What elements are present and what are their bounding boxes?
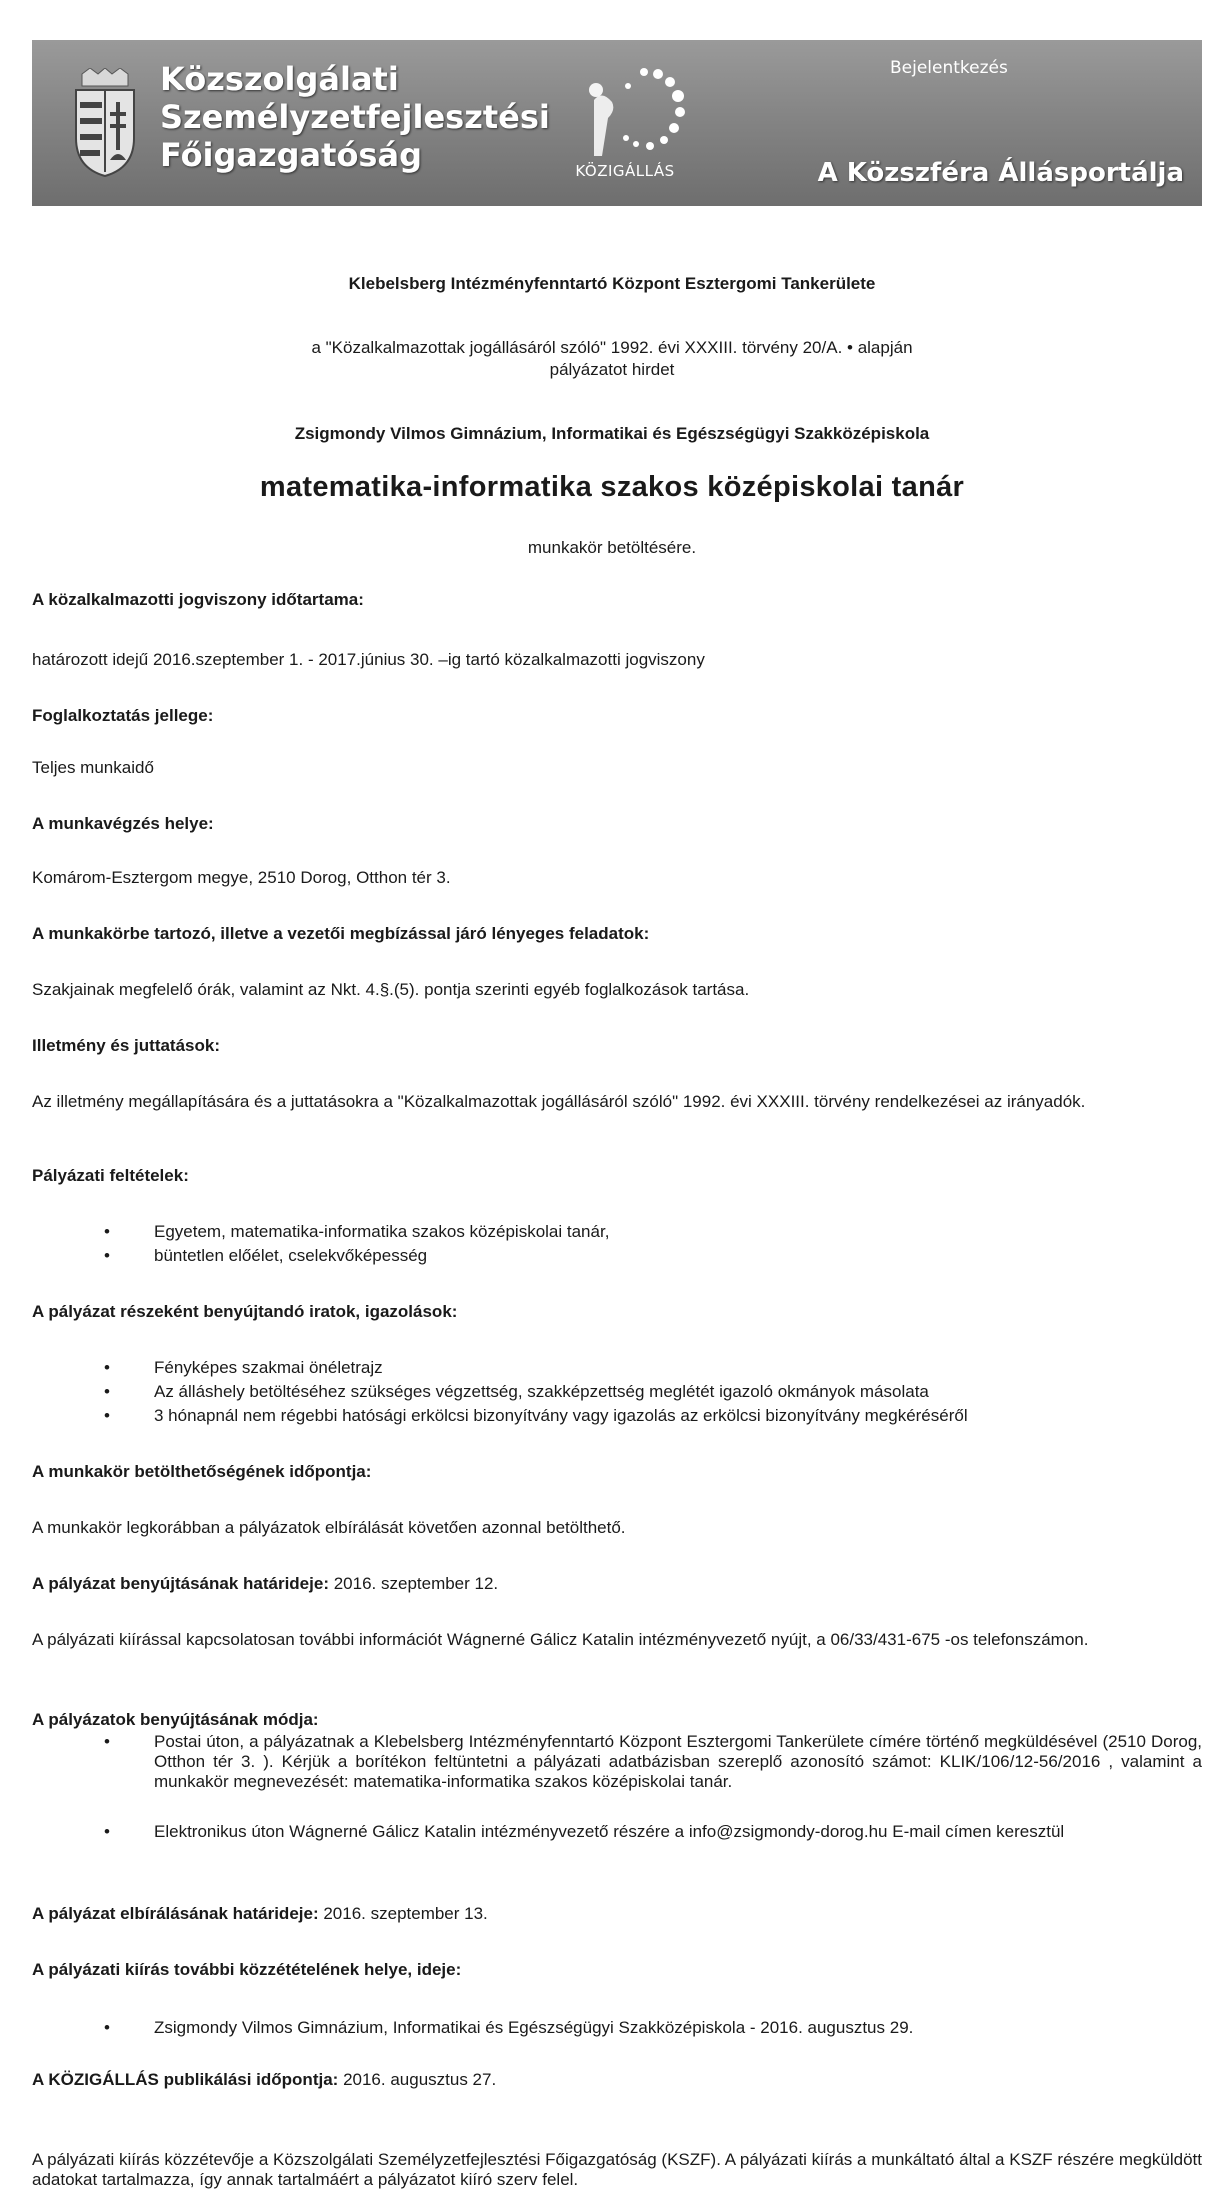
condition-item: büntetlen előélet, cselekvőképesség — [154, 1246, 428, 1265]
document-item: Fényképes szakmai önéletrajz — [154, 1358, 383, 1377]
document-item: 3 hónapnál nem régebbi hatósági erkölcsi bizonyítvány vagy igazolás az erkölcsi bizonyítvány megkéréséről — [154, 1406, 968, 1425]
conditions-heading: Pályázati feltételek: — [32, 1166, 189, 1185]
hungarian-coat-of-arms-icon — [70, 68, 140, 178]
publication-item: Zsigmondy Vilmos Gimnázium, Informatikai és Egészségügyi Szakközépiskola - 2016. augusztus 29. — [154, 2018, 914, 2037]
footer-note: A pályázati kiírás közzétevője a Közszolgálati Személyzetfejlesztési Főigazgatóság (KSZF). A pályázati kiírás a munkáltató által a KSZF részére megküldött adatokat tartalmazza, így annak tartalmáért a pályázatot kiíró szerv felel. — [32, 2150, 1202, 2189]
kozigallas-value: 2016. augusztus 27. — [343, 2070, 497, 2089]
evaluation-line — [32, 1904, 488, 1924]
login-link[interactable]: Bejelentkezés — [890, 58, 1008, 78]
place-heading: A munkavégzés helye: — [32, 814, 214, 833]
duration-value: határozott idejű 2016.szeptember 1. - 2017.június 30. –ig tartó közalkalmazotti jogviszony — [32, 650, 705, 669]
kozigallas-line — [32, 2070, 496, 2090]
bullet-icon: • — [104, 2018, 110, 2037]
publication-heading: A pályázati kiírás további közzétételének helye, ideje: — [32, 1960, 462, 1979]
evaluation-value: 2016. szeptember 13. — [323, 1904, 488, 1923]
deadline-line — [32, 1574, 498, 1594]
submission-method: Elektronikus úton Wágnerné Gálicz Katalin intézményvezető részére a info@zsigmondy-dorog.hu E-mail címen keresztül — [154, 1822, 1065, 1841]
deadline-heading: A pályázat benyújtásának határideje: — [32, 1574, 329, 1593]
bullet-icon: • — [104, 1406, 110, 1425]
position-title: matematika-informatika szakos középiskolai tanár — [259, 471, 965, 503]
bullet-icon: • — [104, 1358, 110, 1377]
tasks-heading: A munkakörbe tartozó, illetve a vezetői megbízással járó lényeges feladatok: — [32, 924, 650, 943]
duration-heading: A közalkalmazotti jogviszony időtartama: — [32, 590, 364, 609]
submission-heading: A pályázatok benyújtásának módja: — [32, 1710, 319, 1729]
documents-heading: A pályázat részeként benyújtandó iratok, igazolások: — [32, 1302, 458, 1321]
kozigallas-heading: A KÖZIGÁLLÁS publikálási időpontja: — [32, 2070, 339, 2089]
deadline-value: 2016. szeptember 12. — [333, 1574, 499, 1593]
bullet-icon: • — [104, 1382, 110, 1401]
position-suffix: munkakör betöltésére. — [527, 538, 697, 557]
org-name-line-3: Főigazgatóság — [160, 136, 422, 174]
school-name: Zsigmondy Vilmos Gimnázium, Informatikai és Egészségügyi Szakközépiskola — [294, 424, 930, 443]
evaluation-heading: A pályázat elbírálásának határideje: — [32, 1904, 319, 1923]
header-banner — [32, 40, 1202, 206]
info-text: A pályázati kiírással kapcsolatosan további információt Wágnerné Gálicz Katalin intézményvezető nyújt, a 06/33/431-675 -os telefonszámon. — [32, 1630, 1089, 1649]
bullet-icon: • — [104, 1246, 110, 1265]
employment-value: Teljes munkaidő — [32, 758, 154, 777]
org-name-line-2: Személyzetfejlesztési — [160, 98, 550, 136]
organization-name — [160, 60, 550, 174]
submission-method: Postai úton, a pályázatnak a Klebelsberg Intézményfenntartó Központ Esztergomi Tankerülete címére történő megküldésével (2510 Dorog, Otthon tér 3. ). Kérjük a borítékon feltüntetni a pályázati adatbázisban szereplő azonosító számot: KLIK/106/12-56/2016 , valamint a munkakör megnevezését: matematika-informatika szakos középiskolai tanár. — [154, 1732, 1202, 1791]
bullet-icon: • — [104, 1222, 110, 1241]
document-item: Az álláshely betöltéséhez szükséges végzettség, szakképzettség meglétét igazoló okmányok másolata — [154, 1382, 929, 1401]
portal-title: A Közszféra Állásportálja — [817, 158, 1184, 188]
salary-value: Az illetmény megállapítására és a juttatásokra a "Közalkalmazottak jogállásáról szóló" 1992. évi XXXIII. törvény rendelkezései az irányadók. — [32, 1092, 1086, 1111]
bullet-icon: • — [104, 1822, 110, 1841]
employer-name: Klebelsberg Intézményfenntartó Központ Esztergomi Tankerülete — [348, 274, 876, 293]
salary-heading: Illetmény és juttatások: — [32, 1036, 221, 1055]
legal-basis: a "Közalkalmazottak jogállásáról szóló" 1992. évi XXXIII. törvény 20/A. • alapján — [311, 338, 913, 357]
tasks-value: Szakjainak megfelelő órák, valamint az Nkt. 4.§.(5). pontja szerinti egyéb foglalkozások tartása. — [32, 980, 750, 999]
place-value: Komárom-Esztergom megye, 2510 Dorog, Otthon tér 3. — [32, 868, 451, 887]
logo-text: KÖZIGÁLLÁS — [575, 162, 675, 180]
org-name-line-1: Közszolgálati — [160, 60, 399, 98]
start-heading: A munkakör betölthetőségének időpontja: — [32, 1462, 372, 1481]
bullet-icon: • — [104, 1732, 110, 1751]
announcement-text: pályázatot hirdet — [549, 360, 675, 379]
employment-heading: Foglalkoztatás jellege: — [32, 706, 214, 725]
condition-item: Egyetem, matematika-informatika szakos középiskolai tanár, — [154, 1222, 610, 1241]
start-value: A munkakör legkorábban a pályázatok elbírálását követően azonnal betölthető. — [32, 1518, 626, 1537]
